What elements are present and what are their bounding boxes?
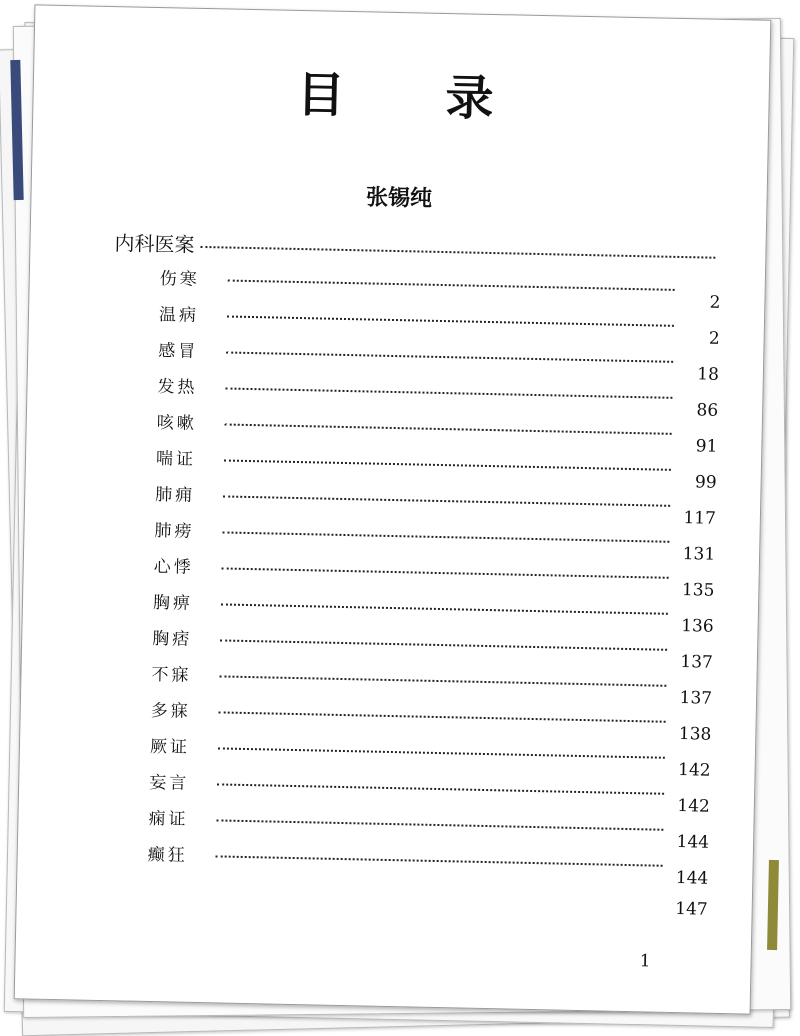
dot-leader [225, 387, 672, 398]
entry-page-number: 147 [675, 899, 708, 920]
dot-leader [225, 423, 672, 434]
entry-label: 发热 [157, 377, 198, 398]
book-cover-edge [767, 860, 779, 950]
dot-leader [222, 567, 669, 578]
dot-leader [217, 783, 664, 794]
toc-entries [147, 264, 721, 924]
entry-page-number: 91 [695, 436, 718, 457]
entry-page-number: 137 [679, 688, 713, 709]
entry-label: 心悸 [153, 557, 194, 578]
entry-page-number: 86 [696, 400, 719, 421]
author-heading: 张锡纯 [365, 185, 433, 212]
dot-leader [219, 675, 666, 686]
entry-page-number: 135 [681, 580, 715, 601]
entry-label: 痫证 [148, 808, 189, 830]
page-title: 目 录 [296, 66, 537, 128]
entry-label: 不寐 [151, 664, 192, 686]
dot-leader [226, 351, 673, 362]
dot-leader [200, 246, 715, 259]
entry-page-number: 142 [677, 796, 711, 817]
entry-label: 咳嗽 [156, 413, 197, 434]
dot-leader [227, 315, 674, 326]
dot-leader [222, 531, 669, 542]
entry-page-number: 131 [682, 544, 716, 565]
dot-leader [219, 711, 666, 722]
entry-page-number: 117 [683, 508, 717, 529]
entry-page-number: 18 [697, 364, 720, 385]
entry-label: 伤寒 [159, 269, 200, 290]
entry-label: 喘证 [155, 449, 197, 470]
entry-page-number: 144 [676, 832, 710, 853]
dot-leader [218, 747, 665, 758]
dot-leader [216, 819, 663, 830]
dot-leader [224, 459, 671, 470]
entry-page-number: 2 [709, 292, 721, 313]
entry-label: 温病 [158, 305, 200, 326]
dot-leader [228, 279, 675, 290]
entry-page-number: 2 [708, 328, 720, 349]
dot-leader [223, 495, 670, 506]
entry-label: 厥证 [149, 736, 191, 758]
entry-label: 感冒 [158, 341, 199, 362]
entry-label: 多寐 [150, 700, 191, 722]
entry-page-number: 136 [680, 616, 714, 637]
dot-leader [216, 855, 663, 866]
section-heading [114, 227, 721, 269]
section-label: 内科医案 [114, 231, 195, 257]
dot-leader [221, 603, 668, 614]
toc-page [14, 4, 772, 1014]
page-number: 1 [639, 951, 651, 972]
entry-label: 妄言 [149, 772, 190, 794]
entry-label: 胸痹 [152, 593, 194, 614]
entry-label: 癫狂 [147, 844, 188, 866]
entry-page-number: 137 [680, 652, 714, 673]
entry-label: 胸痞 [152, 628, 193, 650]
entry-page-number: 142 [677, 760, 711, 781]
entry-label: 肺痨 [154, 521, 195, 542]
entry-page-number: 99 [694, 472, 717, 493]
entry-label: 肺痈 [155, 485, 196, 506]
entry-page-number: 144 [675, 868, 709, 889]
entry-page-number: 138 [678, 724, 712, 745]
dot-leader [220, 639, 667, 650]
